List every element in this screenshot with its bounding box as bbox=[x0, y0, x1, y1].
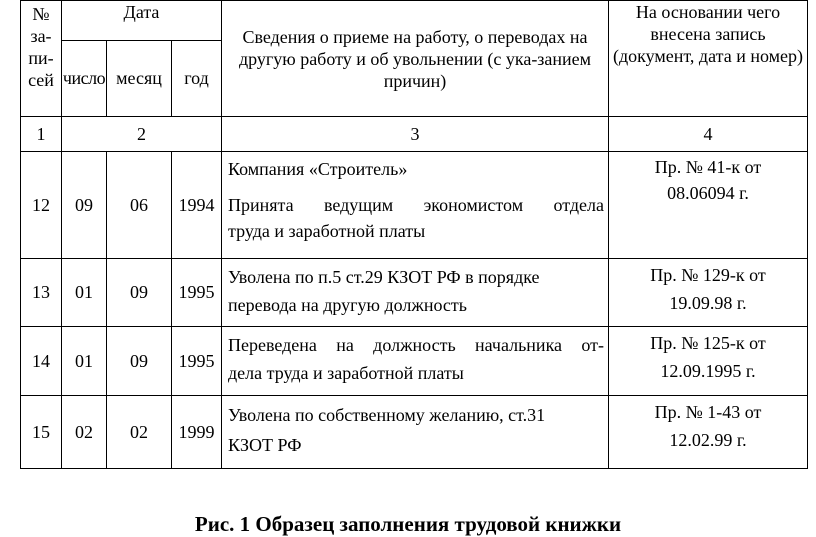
record-number: 13 bbox=[21, 259, 62, 327]
record-day: 01 bbox=[62, 259, 107, 327]
record-month: 09 bbox=[107, 259, 172, 327]
table-row bbox=[21, 259, 808, 327]
info-line: Компания «Строитель» bbox=[228, 159, 408, 179]
record-number: 15 bbox=[21, 396, 62, 469]
work-record-table bbox=[20, 0, 808, 469]
info-line: КЗОТ РФ bbox=[228, 435, 302, 455]
basis-line: Пр. № 129-к от bbox=[650, 265, 766, 285]
basis-line: Пр. № 41-к от bbox=[654, 157, 762, 177]
info-line: Принята ведущим экономистом отдела bbox=[228, 195, 604, 215]
header-basis: На основании чего внесена запись (документ, дата и номер) bbox=[609, 1, 808, 117]
record-year: 1994 bbox=[172, 152, 222, 259]
record-month: 09 bbox=[107, 327, 172, 396]
info-line: перевода на другую должность bbox=[228, 295, 467, 315]
column-number-3: 3 bbox=[222, 117, 609, 152]
record-info bbox=[222, 152, 609, 259]
basis-line: Пр. № 125-к от bbox=[650, 333, 766, 353]
header-num-line: сей bbox=[28, 70, 54, 90]
header-num-line: за- bbox=[30, 26, 52, 46]
record-year: 1995 bbox=[172, 327, 222, 396]
record-info bbox=[222, 396, 609, 469]
column-number-2: 2 bbox=[62, 117, 222, 152]
column-number-1: 1 bbox=[21, 117, 62, 152]
record-basis bbox=[609, 327, 808, 396]
record-year: 1995 bbox=[172, 259, 222, 327]
basis-line: 12.02.99 г. bbox=[669, 430, 747, 450]
header-month: месяц bbox=[107, 41, 172, 117]
record-basis bbox=[609, 152, 808, 259]
info-line: дела труда и заработной платы bbox=[228, 363, 464, 383]
basis-line: 08.06094 г. bbox=[667, 183, 749, 203]
record-month: 06 bbox=[107, 152, 172, 259]
header-year: год bbox=[172, 41, 222, 117]
basis-line: Пр. № 1-43 от bbox=[654, 402, 762, 422]
record-day: 09 bbox=[62, 152, 107, 259]
record-day: 02 bbox=[62, 396, 107, 469]
info-line: Уволена по п.5 ст.29 КЗОТ РФ в порядке bbox=[228, 267, 540, 287]
record-info bbox=[222, 259, 609, 327]
record-number: 14 bbox=[21, 327, 62, 396]
basis-line: 19.09.98 г. bbox=[669, 293, 747, 313]
record-day: 01 bbox=[62, 327, 107, 396]
column-number-4: 4 bbox=[609, 117, 808, 152]
header-num-line: № bbox=[32, 4, 50, 24]
record-basis bbox=[609, 259, 808, 327]
info-line: Уволена по собственному желанию, ст.31 bbox=[228, 405, 546, 425]
info-line: Переведена на должность начальника от- bbox=[228, 335, 604, 355]
table-row bbox=[21, 327, 808, 396]
table-row bbox=[21, 152, 808, 259]
record-month: 02 bbox=[107, 396, 172, 469]
header-day: число bbox=[62, 41, 107, 117]
record-number: 12 bbox=[21, 152, 62, 259]
record-year: 1999 bbox=[172, 396, 222, 469]
record-info bbox=[222, 327, 609, 396]
header-num-line: пи- bbox=[28, 48, 54, 68]
table-row bbox=[21, 396, 808, 469]
header-info: Сведения о приеме на работу, о переводах на другую работу и об увольнении (с ука-занием причин) bbox=[222, 1, 609, 117]
info-line: труда и заработной платы bbox=[228, 221, 426, 241]
header-record-number bbox=[21, 1, 62, 117]
header-date: Дата bbox=[62, 1, 222, 41]
figure-caption: Рис. 1 Образец заполнения трудовой книжки bbox=[194, 512, 622, 536]
basis-line: 12.09.1995 г. bbox=[660, 361, 756, 381]
record-basis bbox=[609, 396, 808, 469]
